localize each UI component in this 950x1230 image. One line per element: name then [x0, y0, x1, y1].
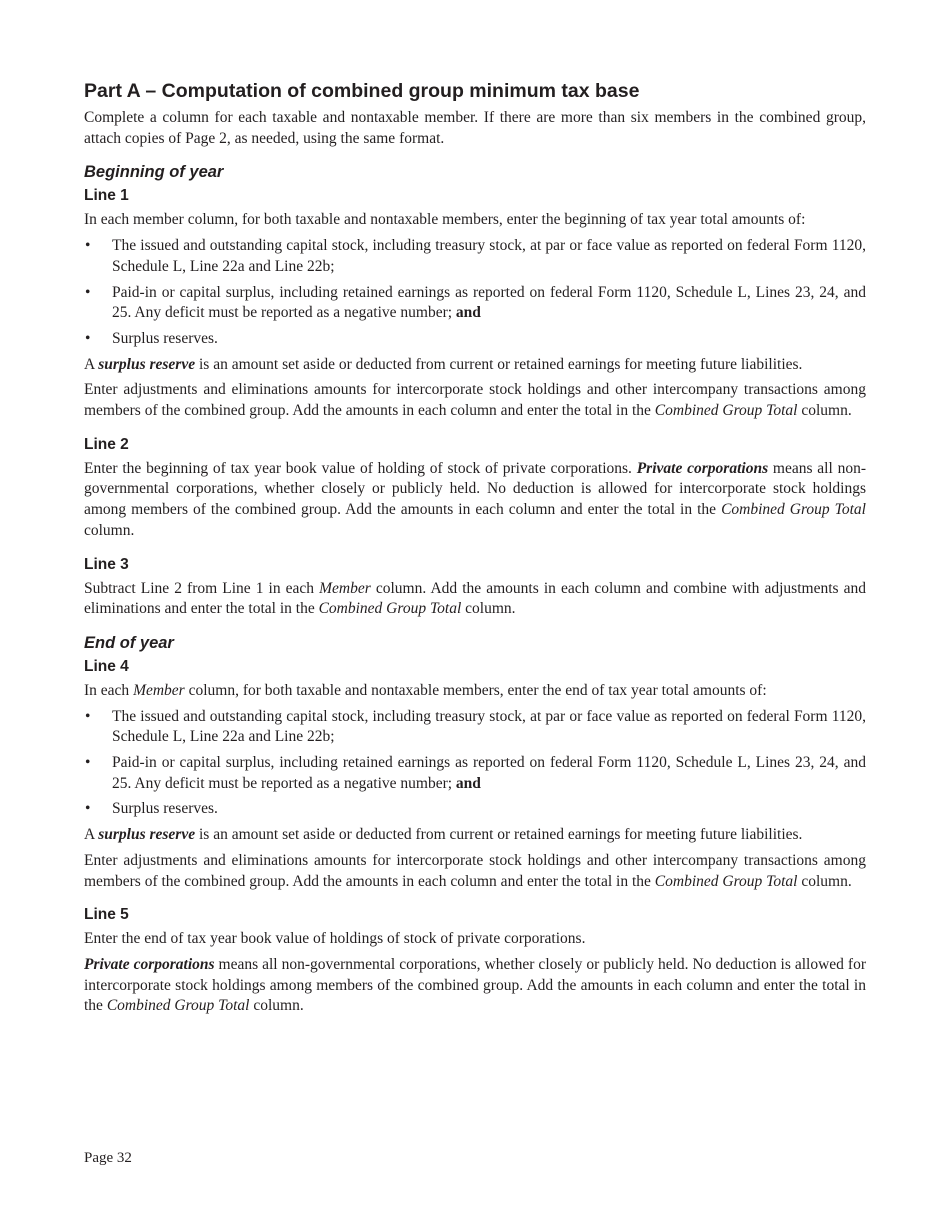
line-1-intro: In each member column, for both taxable and nontaxable members, enter the beginning of tax year total amounts of:: [84, 211, 806, 229]
private-corporations-term: Private corporations: [84, 955, 215, 973]
private-corporations-term: Private corporations: [636, 459, 769, 477]
list-item: [84, 236, 866, 277]
list-item: [84, 329, 866, 350]
surplus-reserve-definition: A surplus reserve is an amount set aside or deducted from current or retained earnings for meeting future liabilities.: [84, 355, 803, 373]
line-1-heading: Line 1: [84, 187, 129, 205]
bullet-text: The issued and outstanding capital stock, including treasury stock, at par or face value as reported on federal Form 1120, Schedule L, Line 22a and Line 22b;: [112, 237, 866, 275]
bullet-text: The issued and outstanding capital stock, including treasury stock, at par or face value as reported on federal Form 1120, Schedule L, Line 22a and Line 22b;: [112, 707, 866, 746]
bullet-text: Surplus reserves.: [112, 329, 218, 347]
bullet-icon: •: [85, 707, 91, 725]
list-item: [84, 283, 866, 324]
line-5-text: Enter the end of tax year book value of holdings of stock of private corporations.: [84, 930, 586, 948]
bullet-icon: •: [85, 329, 91, 347]
bullet-icon: •: [85, 237, 91, 255]
line-1-adjustments: Enter adjustments and eliminations amounts for intercorporate stock holdings and other intercompany transactions among members of the combined group. Add the amounts in each column and enter the total in the Combined Group Total column.: [84, 381, 866, 420]
bullet-icon: •: [85, 800, 91, 818]
line-2-text: Enter the beginning of tax year book value of holding of stock of private corporations. Private corporations means all non-governmental corporations, whether closely or publicly held. No deduction is allowed for intercorporate stock holdings among members of the combined group. Add the amounts in each column and enter the total in the Combined Group Total column.: [84, 459, 866, 539]
list-item: [84, 799, 866, 820]
bullet-icon: •: [85, 283, 91, 301]
part-a-title: Part A – Computation of combined group minimum tax base: [84, 80, 640, 102]
line-4-intro: In each Member column, for both taxable and nontaxable members, enter the end of tax year total amounts of:: [84, 681, 767, 699]
bullet-text: Paid-in or capital surplus, including retained earnings as reported on federal Form 1120, Schedule L, Lines 23, 24, and 25. Any deficit must be reported as a negative number;: [112, 283, 866, 322]
end-of-year-heading: End of year: [84, 633, 174, 652]
bullet-icon: •: [85, 754, 91, 772]
bullet-text: Surplus reserves.: [112, 800, 218, 818]
bullet-text: Paid-in or capital surplus, including retained earnings as reported on federal Form 1120, Schedule L, Lines 23, 24, and 25. Any deficit must be reported as a negative number;: [112, 754, 866, 792]
line-4-bullet-list: [84, 707, 866, 821]
list-item: [84, 753, 866, 794]
bullet-and: and: [455, 304, 481, 322]
line-5-heading: Line 5: [84, 906, 129, 924]
line-4-heading: Line 4: [84, 657, 129, 675]
line-5-definition: Private corporations means all non-governmental corporations, whether closely or publicly held. No deduction is allowed for intercorporate stock holdings among members of the combined group. Add the amounts in each column and enter the total in the Combined Group Total column.: [84, 955, 866, 1015]
line-4-adjustments: Enter adjustments and eliminations amounts for intercorporate stock holdings and other intercompany transactions among members of the combined group. Add the amounts in each column and enter the total in the Combined Group Total column.: [84, 851, 866, 890]
part-a-intro: Complete a column for each taxable and nontaxable member. If there are more than six members in the combined group, attach copies of Page 2, as needed, using the same format.: [84, 109, 866, 147]
page-number: Page 32: [84, 1150, 132, 1166]
surplus-reserve-term: surplus reserve: [98, 826, 196, 844]
instructions-page: [84, 78, 866, 1022]
line-2-heading: Line 2: [84, 435, 129, 453]
surplus-reserve-definition: A surplus reserve is an amount set aside or deducted from current or retained earnings for meeting future liabilities.: [84, 826, 803, 844]
line-3-heading: Line 3: [84, 555, 129, 573]
line-3-text: Subtract Line 2 from Line 1 in each Member column. Add the amounts in each column and combine with adjustments and eliminations and enter the total in the Combined Group Total column.: [84, 579, 866, 618]
line-1-bullet-list: [84, 236, 866, 350]
list-item: [84, 707, 866, 748]
surplus-reserve-term: surplus reserve: [98, 355, 196, 373]
beginning-of-year-heading: Beginning of year: [84, 163, 224, 182]
bullet-and: and: [455, 774, 481, 792]
